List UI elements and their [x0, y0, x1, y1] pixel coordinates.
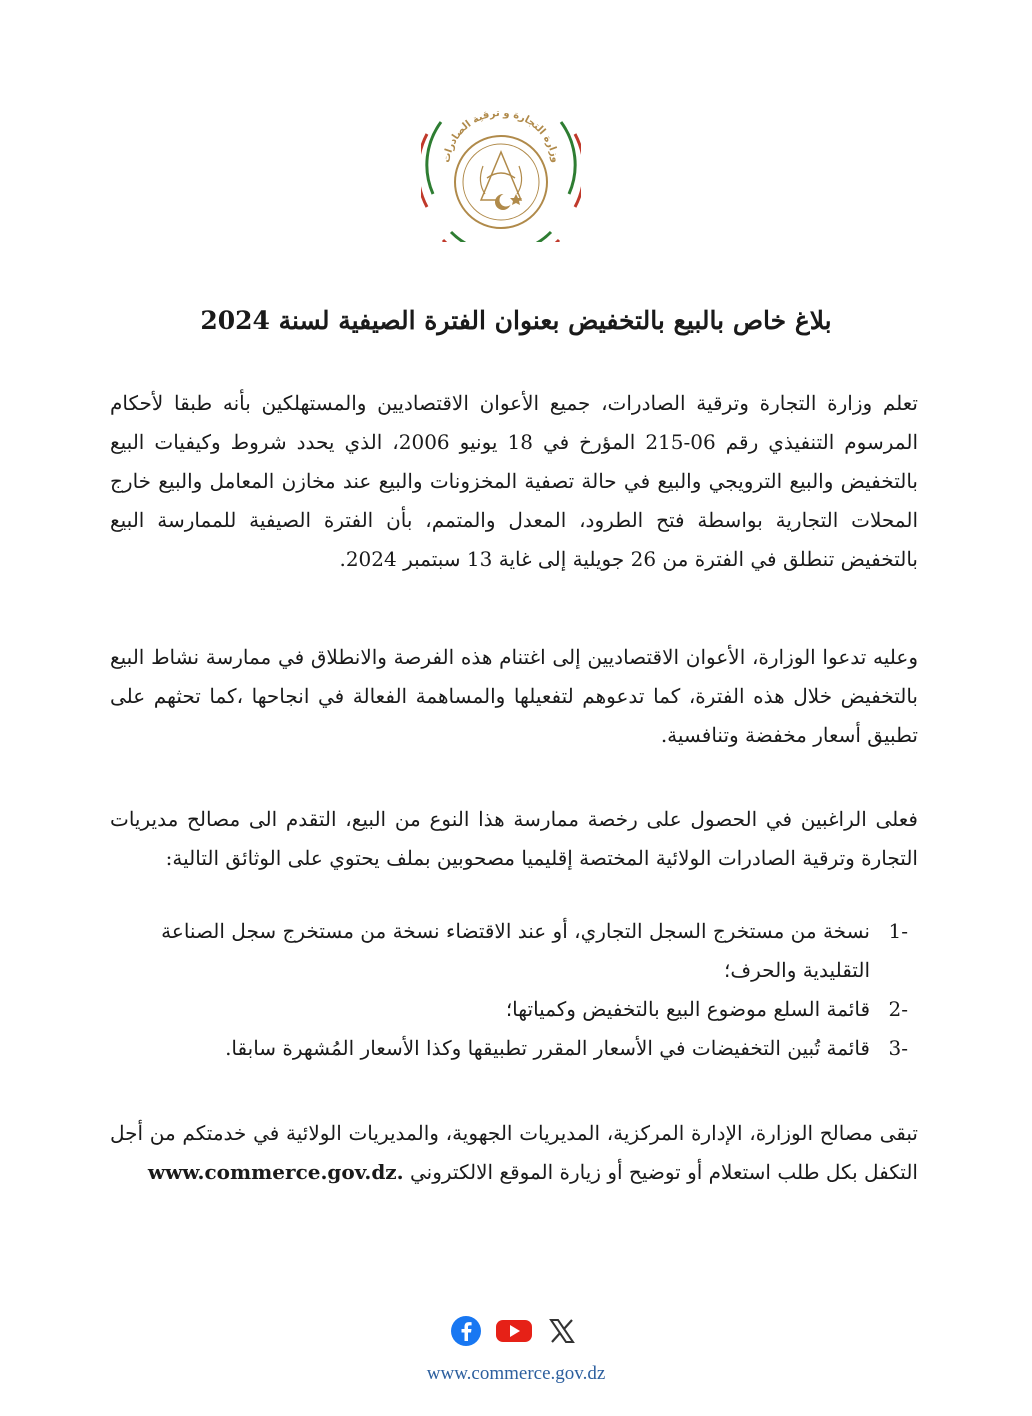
website-link[interactable]: www.commerce.gov.dz. — [147, 1160, 404, 1184]
seal-text: وزارة التجارة و ترقية الصادرات — [441, 107, 561, 164]
list-item-text: قائمة السلع موضوع البيع بالتخفيض وكمياتها؛ — [505, 997, 870, 1021]
social-icons — [450, 1315, 580, 1347]
page-title: بلاغ خاص بالبيع بالتخفيض بعنوان الفترة الصيفية لسنة 2024 — [200, 306, 832, 335]
footer-website-link[interactable]: www.commerce.gov.dz — [426, 1363, 606, 1384]
national-emblem-icon — [421, 82, 581, 242]
list-item-number: -3 — [888, 1036, 908, 1060]
list-item-number: -1 — [888, 919, 908, 943]
list-item — [110, 1029, 918, 1068]
list-item-text: قائمة تُبين التخفيضات في الأسعار المقرر تطبيقها وكذا الأسعار المُشهرة سابقا. — [225, 1036, 870, 1060]
ministry-seal — [421, 82, 581, 242]
list-item-number: -2 — [888, 997, 908, 1021]
paragraph-announcement: تعلم وزارة التجارة وترقية الصادرات، جميع الأعوان الاقتصاديين والمستهلكين بأنه طبقا لأحكام المرسوم التنفيذي رقم 06-215 المؤرخ في 18 يونيو 2006، الذي يحدد شروط وكيفيات البيع بالتخفيض والبيع الترويجي والبيع في حالة تصفية المخزونات والبيع عند مخازن المعامل والبيع خارج المحلات التجارية بواسطة فتح الطرود، المعدل والمتمم، بأن الفترة الصيفية للممارسة البيع بالتخفيض تنطلق في الفترة من 26 جويلية إلى غاية 13 سبتمبر 2024. — [110, 391, 918, 571]
paragraph-requirements: فعلى الراغبين في الحصول على رخصة ممارسة هذا النوع من البيع، التقدم الى مصالح مديريات التجارة وترقية الصادرات الولائية المختصة إقليميا مصحوبين بملف يحتوي على الوثائق التالية: — [110, 807, 918, 870]
x-icon[interactable] — [548, 1315, 576, 1351]
youtube-icon[interactable] — [494, 1315, 534, 1351]
contact-text: تبقى مصالح الوزارة، الإدارة المركزية، المديريات الجهوية، والمديريات الولائية في خدمتكم من أجل التكفل بكل طلب استعلام أو توضيح أو زيارة الموقع الالكتروني — [110, 1121, 918, 1184]
list-item — [110, 990, 918, 1029]
list-item — [110, 912, 918, 990]
paragraph-invitation: وعليه تدعوا الوزارة، الأعوان الاقتصاديين إلى اغتنام هذه الفرصة والانطلاق في ممارسة نشاط البيع بالتخفيض خلال هذه الفترة، كما تدعوهم لتفعيلها والمساهمة الفعالة في انجاحها ،كما تحثهم على تطبيق أسعار مخفضة وتنافسية. — [110, 645, 918, 747]
facebook-icon[interactable] — [450, 1315, 482, 1351]
required-documents-list — [110, 912, 918, 1068]
list-item-text: نسخة من مستخرج السجل التجاري، أو عند الاقتضاء نسخة من مستخرج سجل الصناعة التقليدية والحرف؛ — [161, 919, 870, 982]
paragraph-contact — [110, 1114, 918, 1192]
